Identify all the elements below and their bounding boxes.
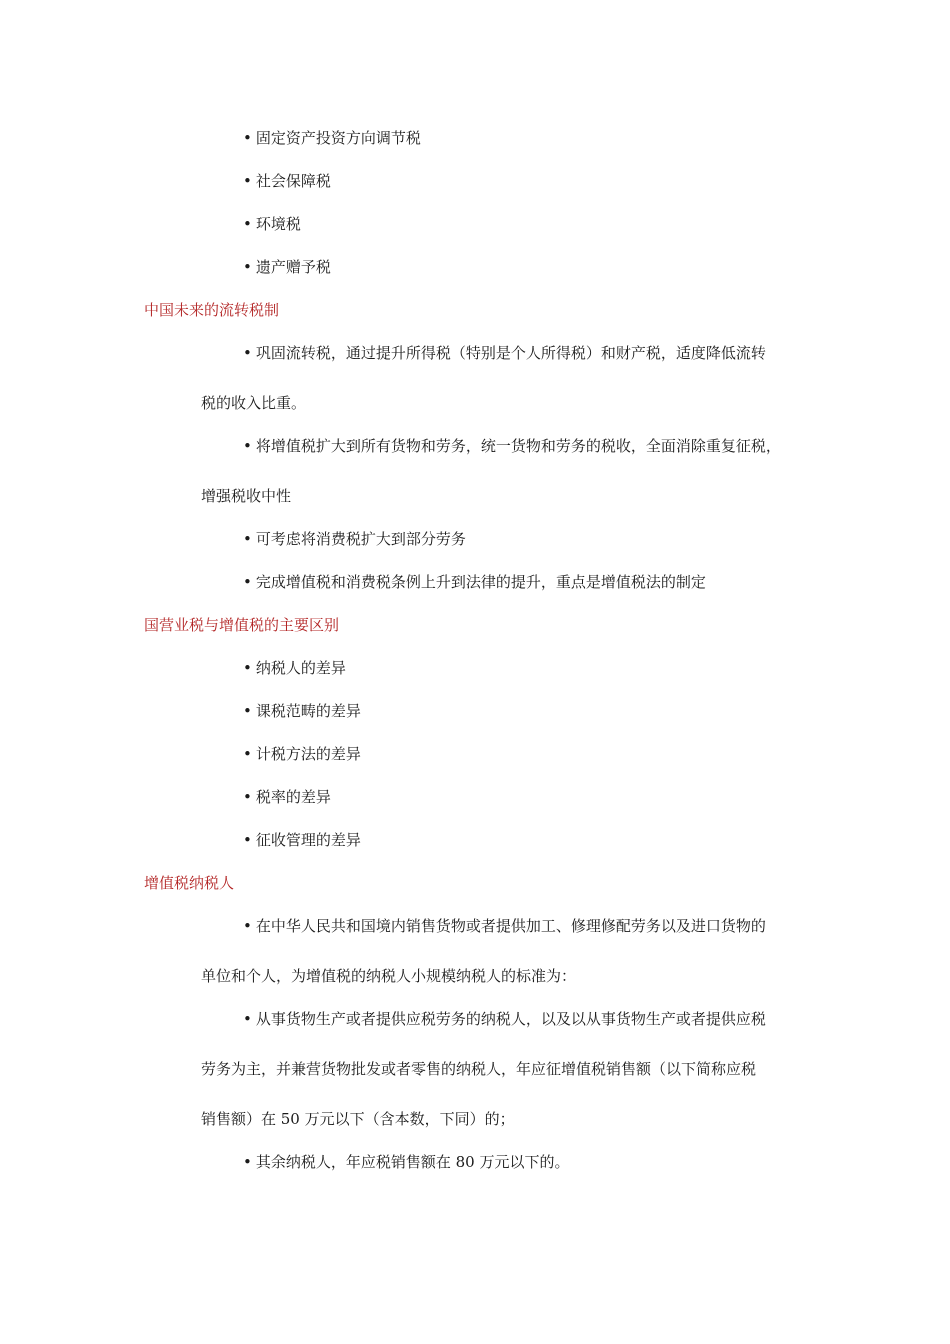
list-item-text: 遗产赠予税 (255, 258, 331, 276)
bullet-icon: • (243, 573, 252, 591)
list-item-text: 社会保障税 (255, 172, 331, 190)
section-heading: 国营业税与增值税的主要区别 (144, 616, 340, 634)
list-item (243, 572, 706, 592)
section-heading: 增值税纳税人 (144, 874, 235, 892)
list-item-text: 从事货物生产或者提供应税劳务的纳税人，以及以从事货物生产或者提供应税 (255, 1010, 766, 1028)
list-item-text: 环境税 (255, 215, 301, 233)
list-item-text: 固定资产投资方向调节税 (255, 129, 421, 147)
bullet-icon: • (243, 1153, 252, 1171)
list-item-text: 税率的差异 (255, 788, 331, 806)
list-item (243, 916, 766, 936)
list-item-continuation: 税的收入比重。 (201, 394, 307, 412)
list-item-text: 计税方法的差异 (255, 745, 361, 763)
list-item (243, 658, 346, 678)
section-heading: 中国未来的流转税制 (144, 301, 280, 319)
bullet-icon: • (243, 437, 252, 455)
bullet-icon: • (243, 258, 252, 276)
list-item-continuation: 增强税收中性 (201, 487, 292, 505)
bullet-icon: • (243, 831, 252, 849)
bullet-icon: • (243, 1010, 252, 1028)
list-item (243, 128, 421, 148)
list-item (243, 529, 466, 549)
bullet-icon: • (243, 788, 252, 806)
list-item-text: 其余纳税人，年应税销售额在 80 万元以下的。 (255, 1153, 570, 1171)
list-item-text: 将增值税扩大到所有货物和劳务，统一货物和劳务的税收，全面消除重复征税， (255, 437, 781, 455)
list-item (243, 701, 361, 721)
list-item (243, 436, 781, 456)
list-item-text: 可考虑将消费税扩大到部分劳务 (255, 530, 466, 548)
list-item-continuation: 单位和个人，为增值税的纳税人小规模纳税人的标准为： (201, 967, 577, 985)
list-item-text: 纳税人的差异 (255, 659, 346, 677)
bullet-icon: • (243, 215, 252, 233)
list-item-text: 课税范畴的差异 (255, 702, 361, 720)
list-item-text: 在中华人民共和国境内销售货物或者提供加工、修理修配劳务以及进口货物的 (255, 917, 766, 935)
bullet-icon: • (243, 659, 252, 677)
list-item (243, 787, 331, 807)
list-item-continuation: 劳务为主，并兼营货物批发或者零售的纳税人，年应征增值税销售额（以下简称应税 (201, 1060, 757, 1078)
bullet-icon: • (243, 172, 252, 190)
list-item (243, 257, 331, 277)
list-item (243, 214, 301, 234)
bullet-icon: • (243, 129, 252, 147)
list-item (243, 1009, 766, 1029)
list-item (243, 744, 361, 764)
list-item (243, 343, 766, 363)
bullet-icon: • (243, 344, 252, 362)
bullet-icon: • (243, 530, 252, 548)
bullet-icon: • (243, 917, 252, 935)
list-item-text: 巩固流转税，通过提升所得税（特别是个人所得税）和财产税，适度降低流转 (255, 344, 766, 362)
list-item (243, 171, 331, 191)
list-item (243, 830, 361, 850)
bullet-icon: • (243, 702, 252, 720)
list-item (243, 1152, 570, 1172)
bullet-icon: • (243, 745, 252, 763)
list-item-continuation: 销售额）在 50 万元以下（含本数，下同）的； (201, 1110, 515, 1128)
list-item-text: 完成增值税和消费税条例上升到法律的提升，重点是增值税法的制定 (255, 573, 706, 591)
list-item-text: 征收管理的差异 (255, 831, 361, 849)
